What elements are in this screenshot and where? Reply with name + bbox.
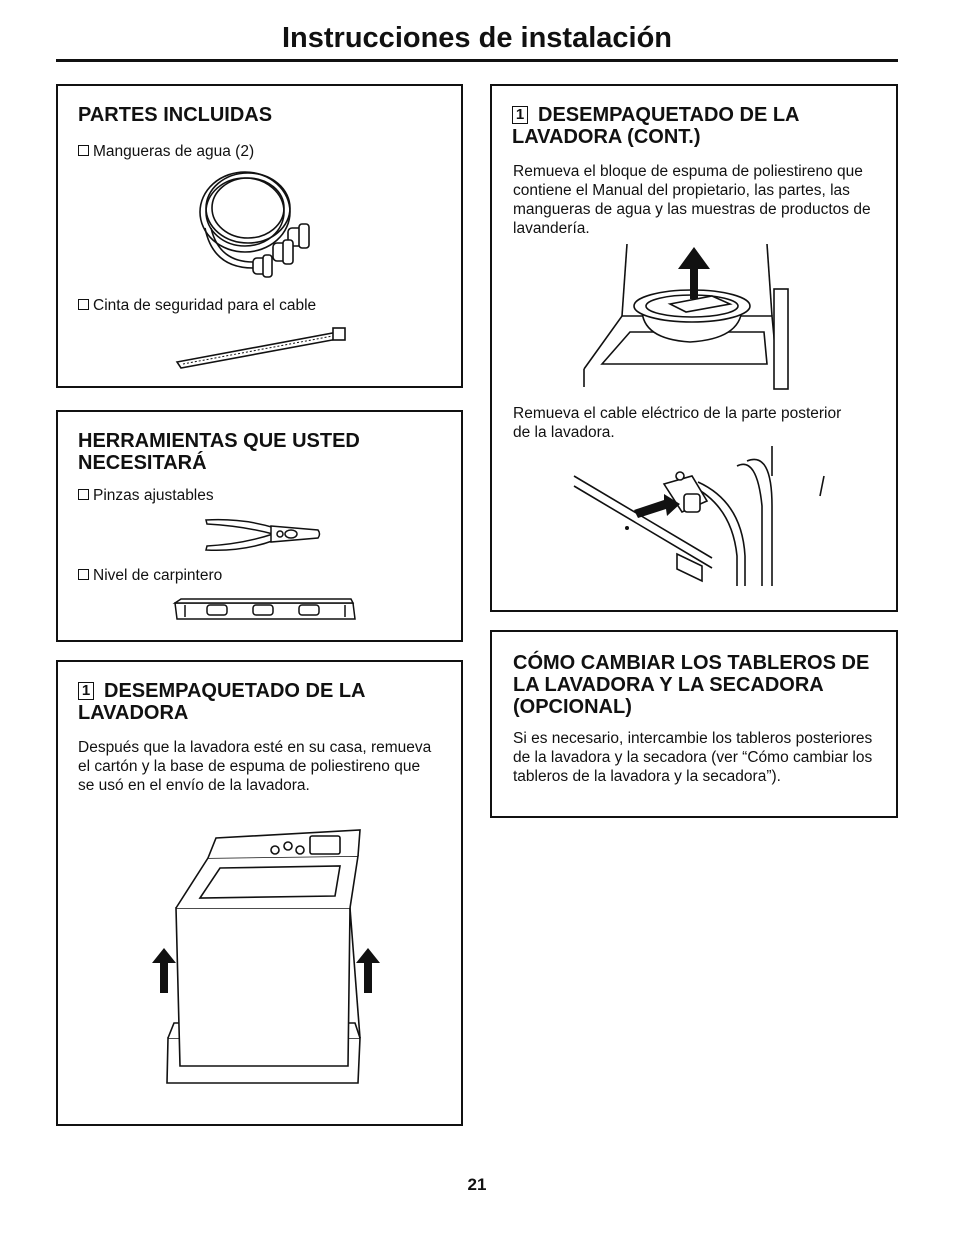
checklist-item-pliers: [78, 486, 214, 505]
step-number: 1: [78, 682, 94, 700]
unpacking-text: Después que la lavadora esté en su casa, remueva el cartón y la base de espuma de poliestireno que se usó en el envío de la lavadora.: [78, 739, 432, 794]
water-hoses-illustration: [193, 168, 323, 283]
step-number: 1: [512, 106, 528, 124]
checkbox-icon: [78, 299, 89, 310]
checklist-item-hoses: [78, 142, 254, 161]
checklist-item-label: Nivel de carpintero: [93, 567, 223, 584]
power-cord-removal-illustration: [572, 446, 827, 596]
parts-heading: PARTES INCLUIDAS: [78, 104, 273, 126]
unpacking-cont-heading-text: DESEMPAQUETADO DE LA LAVADORA (CONT.): [512, 104, 799, 148]
swap-panels-text: Si es necesario, intercambie los tableros posteriores de la lavadora y la secadora (ver “Cómo cambiar los tableros de la lavadora y la secadora”).: [513, 730, 873, 785]
unpacking-continued-box: [490, 84, 898, 612]
checklist-item-label: Cinta de seguridad para el cable: [93, 297, 317, 314]
checklist-item-label: Mangueras de agua (2): [93, 143, 255, 160]
unpacking-heading-text: DESEMPAQUETADO DE LA LAVADORA: [78, 680, 365, 724]
foam-block-removal-illustration: [582, 244, 797, 389]
tools-heading: HERRAMIENTAS QUE USTED NECESITARÁ: [78, 430, 360, 474]
swap-panels-box: [490, 630, 898, 818]
remove-foam-text: Remueva el bloque de espuma de poliestireno que contiene el Manual del propietario, las partes, las mangueras de agua y las muestras de productos de lavandería.: [513, 163, 871, 237]
unpacking-cont-heading: [512, 104, 882, 148]
checkbox-icon: [78, 145, 89, 156]
tools-needed-box: [56, 410, 463, 642]
swap-panels-heading: CÓMO CAMBIAR LOS TABLEROS DE LA LAVADORA Y LA SECADORA (OPCIONAL): [513, 652, 870, 718]
washer-unpacking-illustration: [150, 828, 365, 1113]
carpenter-level-illustration: [173, 595, 358, 623]
title-divider: [56, 59, 898, 62]
unpacking-heading: [78, 680, 448, 724]
cable-tie-illustration: [173, 326, 348, 371]
page-number: 21: [467, 1175, 487, 1194]
pliers-illustration: [203, 514, 323, 556]
checklist-item-cable-tie: [78, 296, 316, 315]
checklist-item-level: [78, 566, 222, 585]
checklist-item-label: Pinzas ajustables: [93, 487, 214, 504]
page-title: Instrucciones de instalación: [282, 22, 672, 54]
unpacking-box: [56, 660, 463, 1126]
remove-cable-text: Remueva el cable eléctrico de la parte posterior de la lavadora.: [513, 405, 842, 441]
checkbox-icon: [78, 569, 89, 580]
parts-included-box: [56, 84, 463, 388]
checkbox-icon: [78, 489, 89, 500]
